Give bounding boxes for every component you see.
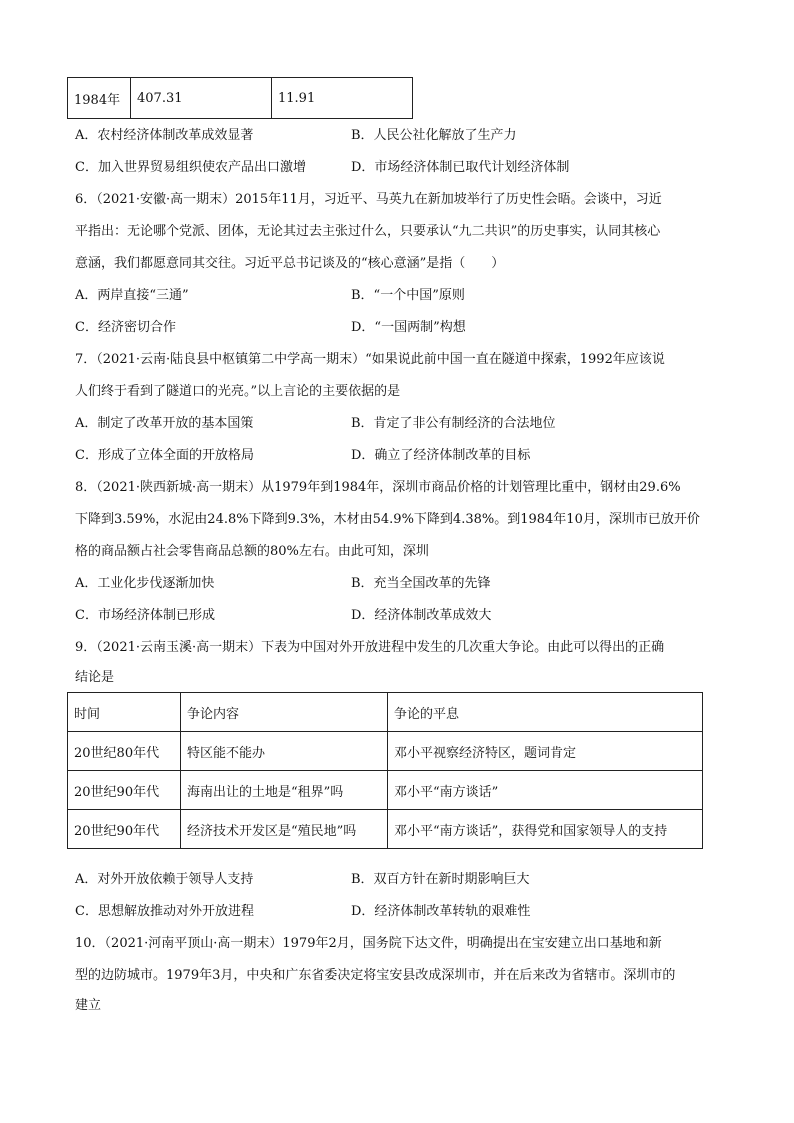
q10-stem-line: 型的边防城市。1979年3月，中央和广东省委决定将宝安县改成深圳市，并在后来改为省辖市。深圳市的: [75, 968, 676, 983]
q7-stem-line: 人们终于看到了隧道口的光亮。”以上言论的主要依据的是: [75, 384, 401, 399]
q9-option-d: D．经济体制改革转轨的艰难性: [351, 904, 531, 919]
q6-stem-line: 意涵，我们都愿意同其交往。习近平总书记谈及的“核心意涵”是指（ ）: [75, 256, 505, 271]
q9-stem-line: 结论是: [75, 670, 115, 685]
q10-stem-line: 10．（2021·河南平顶山·高一期末）1979年2月，国务院下达文件，明确提出在宝安建立出口基地和新: [75, 936, 662, 951]
table-cell: 海南出让的土地是“租界”吗: [181, 771, 388, 810]
table-cell: 1984年: [68, 78, 131, 119]
table-header-row: [68, 693, 703, 732]
q9-option-b: B．双百方针在新时期影响巨大: [351, 872, 530, 887]
q5-option-b: B．人民公社化解放了生产力: [351, 128, 517, 143]
table-cell: 邓小平“南方谈话”，获得党和国家领导人的支持: [388, 810, 703, 849]
q6-option-b: B．“一个中国”原则: [351, 288, 465, 303]
table-cell: 20世纪90年代: [68, 810, 181, 849]
table-cell: 邓小平“南方谈话”: [388, 771, 703, 810]
q6-stem-line: 6．（2021·安徽·高一期末）2015年11月，习近平、马英九在新加坡举行了历史性会晤。会谈中，习近: [75, 192, 662, 207]
debate-table: [67, 692, 703, 849]
q6-stem-line: 平指出：无论哪个党派、团体，无论其过去主张过什么，只要承认“九二共识”的历史事实，认同其核心: [75, 224, 661, 239]
q7-option-c: C．形成了立体全面的开放格局: [75, 448, 254, 463]
table-row: [68, 810, 703, 849]
table-cell: 经济技术开发区是“殖民地”吗: [181, 810, 388, 849]
q6-option-c: C．经济密切合作: [75, 320, 176, 335]
table-header-cell: 时间: [68, 693, 181, 732]
price-table-fragment: [67, 77, 413, 119]
q10-stem-line: 建立: [75, 998, 102, 1013]
q9-stem-line: 9．（2021·云南玉溪·高一期末）下表为中国对外开放进程中发生的几次重大争论。由此可以得出的正确: [75, 640, 665, 655]
table-cell: 407.31: [131, 78, 272, 119]
table-cell: 特区能不能办: [181, 732, 388, 771]
q8-option-d: D．经济体制改革成效大: [351, 608, 492, 623]
q5-option-a: A．农村经济体制改革成效显著: [75, 128, 254, 143]
table-cell: 20世纪80年代: [68, 732, 181, 771]
q5-option-d: D．市场经济体制已取代计划经济体制: [351, 160, 570, 175]
table-header-cell: 争论内容: [181, 693, 388, 732]
q7-option-a: A．制定了改革开放的基本国策: [75, 416, 254, 431]
q5-option-c: C．加入世界贸易组织使农产品出口激增: [75, 160, 306, 175]
q6-option-d: D．“一国两制”构想: [351, 320, 466, 335]
q8-stem-line: 下降到3.59%，水泥由24.8%下降到9.3%，木材由54.9%下降到4.38%。到1984年10月，深圳市已放开价: [75, 512, 700, 527]
table-cell: 20世纪90年代: [68, 771, 181, 810]
q9-option-c: C．思想解放推动对外开放进程: [75, 904, 254, 919]
table-row: [68, 771, 703, 810]
table-header-cell: 争论的平息: [388, 693, 703, 732]
q9-option-a: A．对外开放依赖于领导人支持: [75, 872, 254, 887]
q8-option-c: C．市场经济体制已形成: [75, 608, 215, 623]
q7-stem-line: 7．（2021·云南·陆良县中枢镇第二中学高一期末）“如果说此前中国一直在隧道中探索，1992年应该说: [75, 352, 665, 367]
q8-stem-line: 8．（2021·陕西新城·高一期末）从1979年到1984年，深圳市商品价格的计划管理比重中，钢材由29.6%: [75, 480, 681, 495]
table-row: [68, 78, 413, 119]
table-cell: 11.91: [272, 78, 413, 119]
q7-option-d: D．确立了经济体制改革的目标: [351, 448, 531, 463]
q8-stem-line: 格的商品额占社会零售商品总额的80%左右。由此可知，深圳: [75, 544, 429, 559]
q8-option-a: A．工业化步伐逐渐加快: [75, 576, 215, 591]
q7-option-b: B．肯定了非公有制经济的合法地位: [351, 416, 556, 431]
q8-option-b: B．充当全国改革的先锋: [351, 576, 491, 591]
table-cell: 邓小平视察经济特区，题词肯定: [388, 732, 703, 771]
table-row: [68, 732, 703, 771]
q6-option-a: A．两岸直接“三通”: [75, 288, 189, 303]
